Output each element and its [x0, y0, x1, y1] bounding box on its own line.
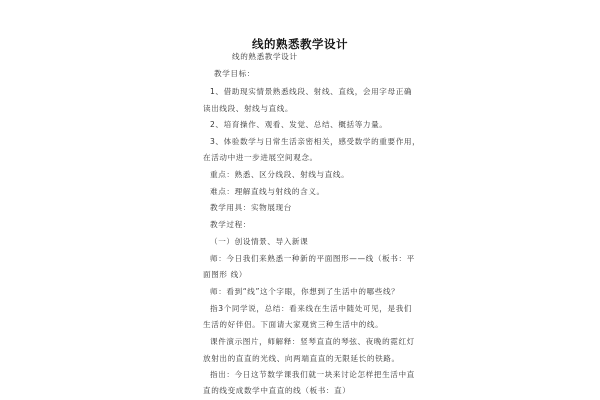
body-line: 放射出的直直的光线、向两端直直的无限延长的铁路。 — [203, 354, 400, 363]
body-line: 直的线变成数学中直直的线（板书：直） — [203, 386, 351, 395]
body-line: 2、培育操作、观看、发觉、总结、概括等力量。 — [210, 120, 388, 129]
body-line: 难点：理解直线与射线的含义。 — [210, 187, 325, 196]
subtitle-line: 线的熟悉教学设计 — [232, 52, 298, 61]
body-line: 师：看到“线”这个字眼，你想到了生活中的哪些线？ — [210, 287, 400, 296]
document-title: 线的熟悉教学设计 — [252, 37, 348, 51]
body-line: 生活的好伴侣。下面请大家观赏三种生活中的线。 — [203, 320, 384, 329]
body-line: 面图形 线） — [203, 270, 247, 279]
body-line: 课件演示图片，师解释：竖琴直直的琴弦、夜晚的霓红灯 — [210, 337, 415, 346]
body-line: 教学用具：实物展现台 — [210, 203, 292, 212]
body-line: 指出：今日这节数学课我们就一块来讨论怎样把生活中直 — [210, 370, 415, 379]
body-line: 教学过程： — [210, 220, 251, 229]
body-line: 1、借助现实情景熟悉线段、射线、直线，会用字母正确 — [210, 87, 413, 96]
body-line: 教学目标： — [214, 69, 255, 78]
body-line: 在活动中进一步进展空间观念。 — [203, 153, 318, 162]
body-line: 读出线段、射线与直线。 — [203, 104, 294, 113]
body-line: 3、体验数学与日常生活亲密相关，感受数学的重要作用， — [210, 137, 421, 146]
body-line: 重点：熟悉、区分线段、射线与直线。 — [210, 170, 350, 179]
section-heading: （一）创设情景、导入新课 — [210, 237, 309, 246]
body-line: 师：今日我们来熟悉一种新的平面图形——线（板书：平 — [210, 254, 415, 263]
body-line: 指3个同学说，总结：看来线在生活中随处可见，是我们 — [210, 304, 413, 313]
